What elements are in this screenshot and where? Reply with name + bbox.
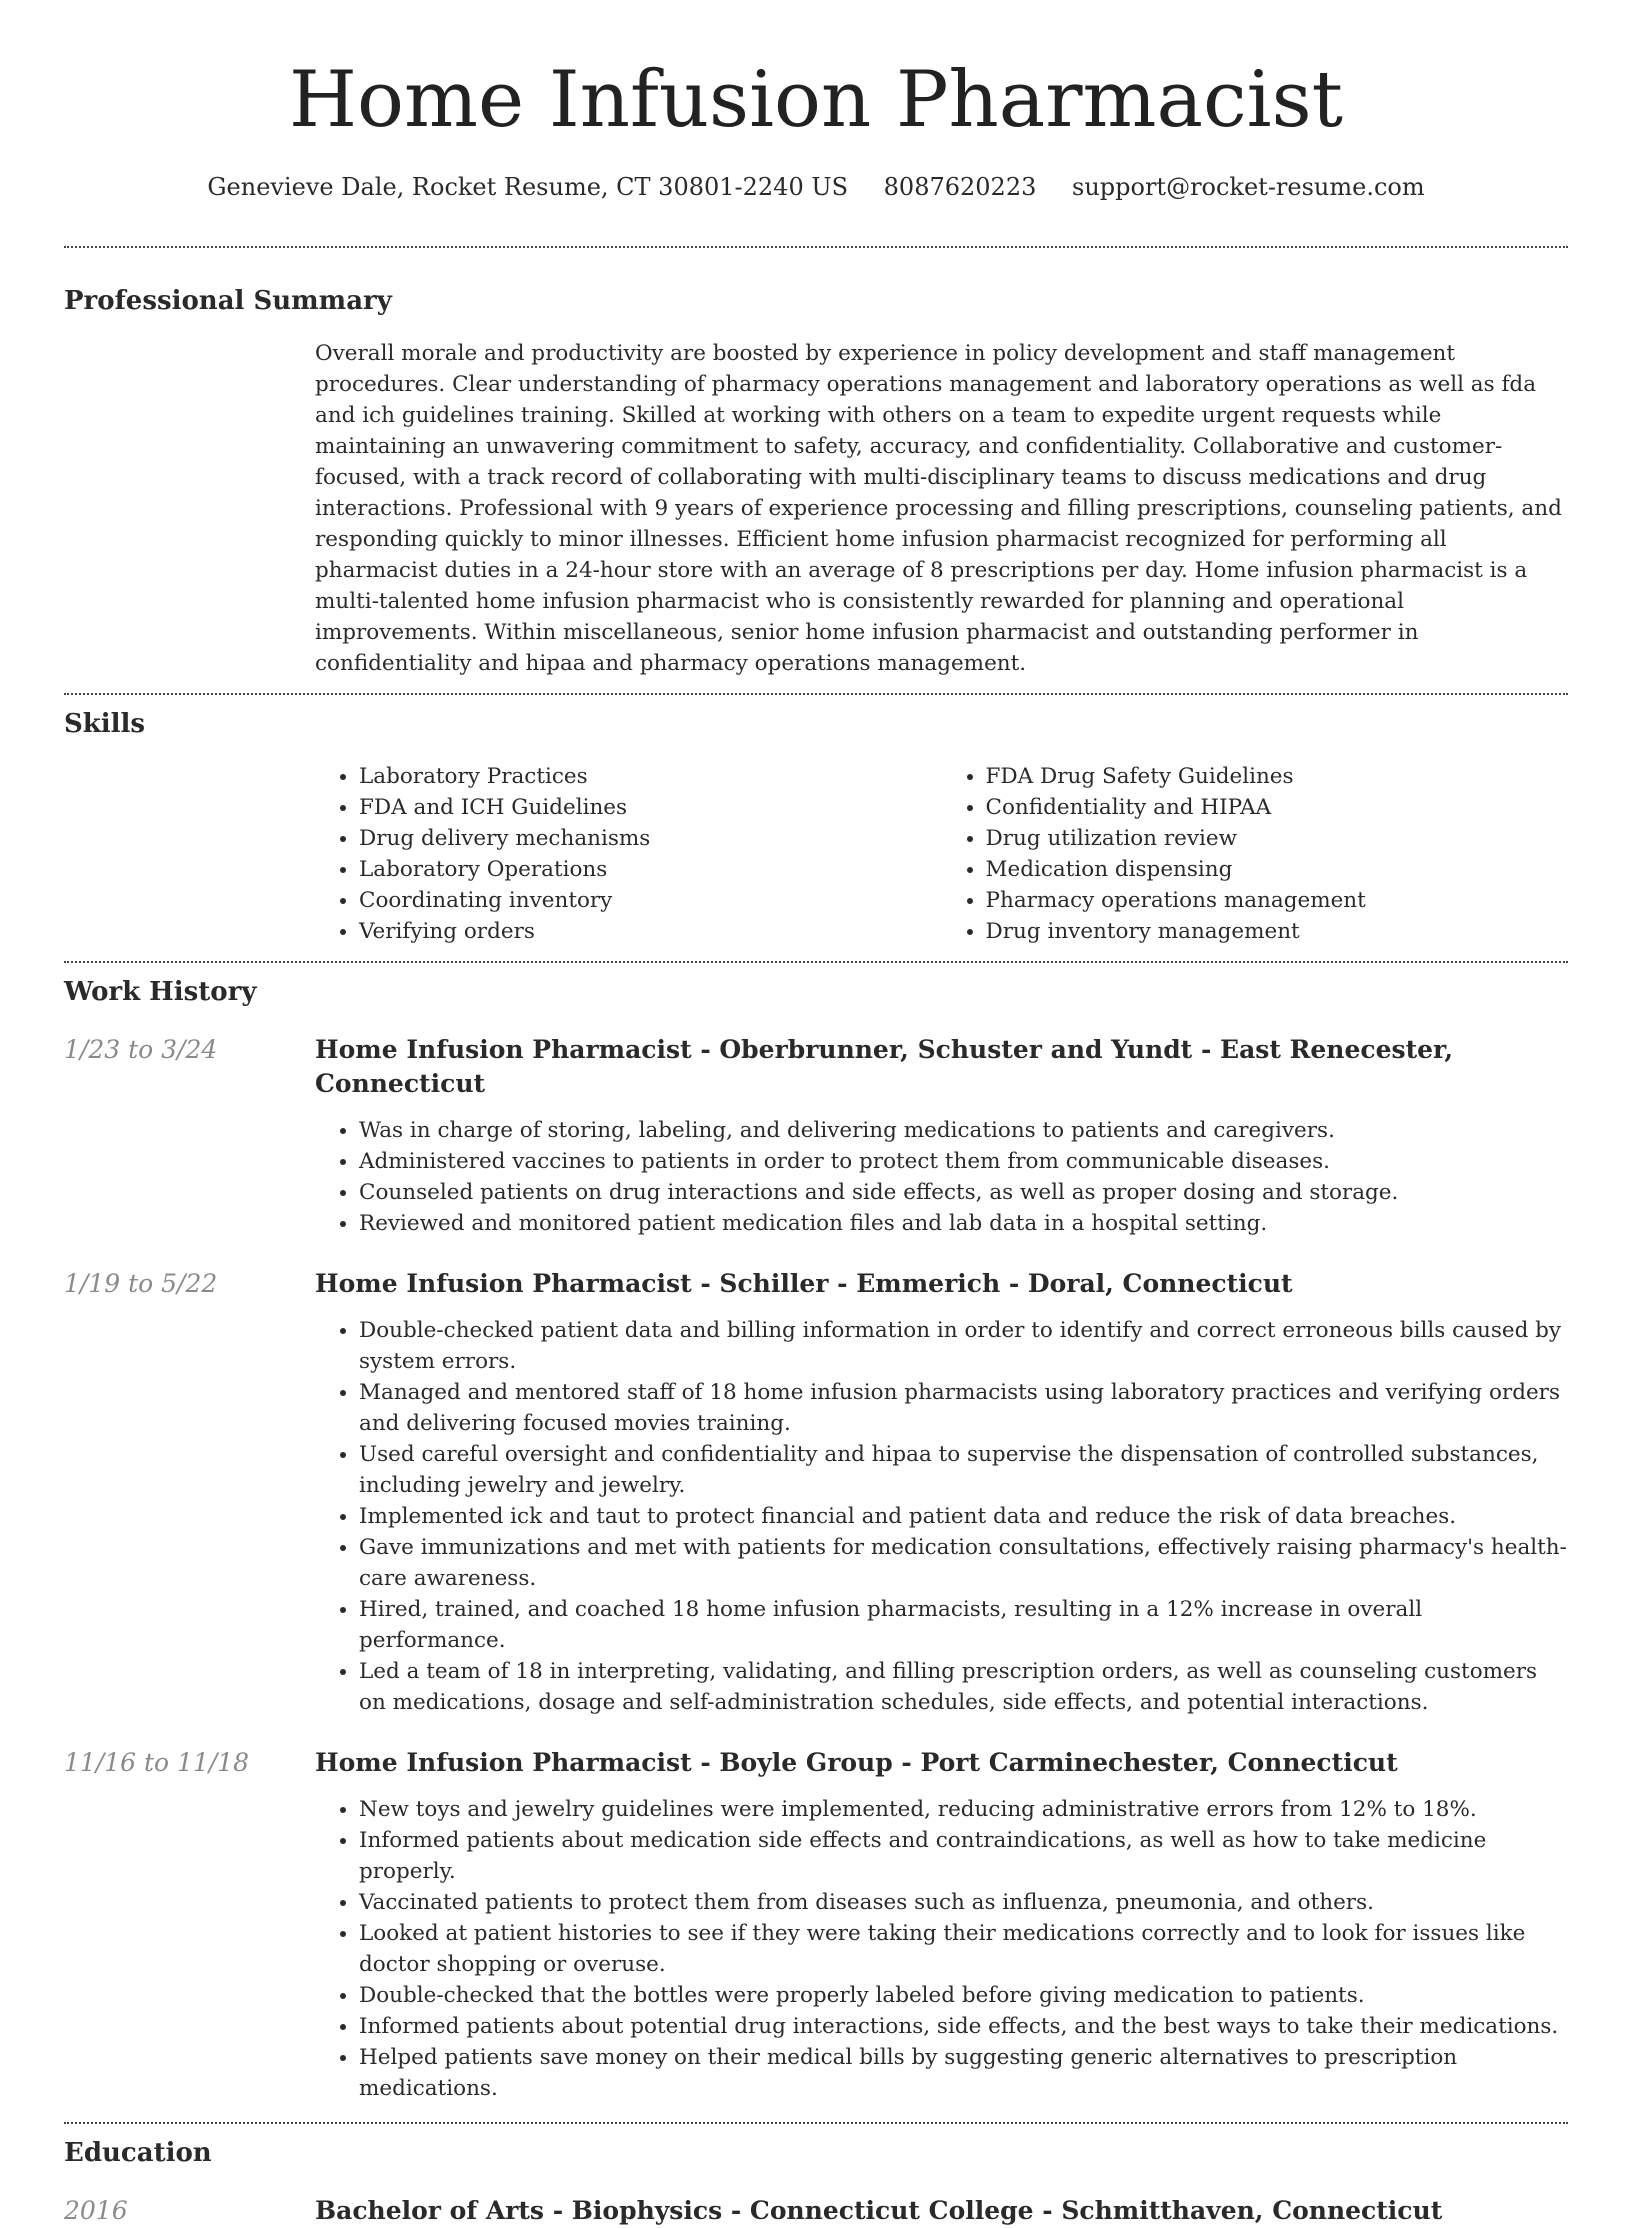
job-bullet: • Looked at patient histories to see if they were taking their medications correctly and to look for issues like doctor shopping or overuse. (359, 1918, 1568, 1980)
job-date: 1/23 to 3/24 (64, 1035, 218, 1064)
skill-item: • Drug delivery mechanisms (359, 823, 942, 854)
job-bullet: • Led a team of 18 in interpreting, validating, and filling prescription orders, as well as counseling customers on medications, dosage and self-administration schedules, side effects, and potential interactions. (359, 1656, 1568, 1718)
work-history-heading: Work History (64, 977, 257, 1007)
skills-list-right (942, 761, 1569, 947)
contact-email: support@rocket-resume.com (1072, 173, 1425, 201)
job-bullet: • Double-checked patient data and billing information in order to identify and correct erroneous bills caused by system errors. (359, 1315, 1568, 1377)
job-title: Home Infusion Pharmacist - Schiller - Emmerich - Doral, Connecticut (315, 1269, 1293, 1298)
skills-columns (315, 761, 1568, 947)
job-bullet: • Vaccinated patients to protect them from diseases such as influenza, pneumonia, and others. (359, 1887, 1568, 1918)
job-bullets (315, 1794, 1568, 2104)
summary-text: Overall morale and productivity are boosted by experience in policy development and staff management procedures. Clear understanding of pharmacy operations management and laboratory operations as well as fda and ich guidelines training. Skilled at working with others on a team to expedite urgent requests while maintaining an unwavering commitment to safety, accuracy, and confidentiality. Collaborative and customer-focused, with a track record of collaborating with multi-disciplinary teams to discuss medications and drug interactions. Professional with 9 years of experience processing and filling prescriptions, counseling patients, and responding quickly to minor illnesses. Efficient home infusion pharmacist recognized for performing all pharmacist duties in a 24-hour store with an average of 8 prescriptions per day. Home infusion pharmacist is a multi-talented home infusion pharmacist who is consistently rewarded for planning and operational improvements. Within miscellaneous, senior home infusion pharmacist and outstanding performer in confidentiality and hipaa and pharmacy operations management. (315, 341, 1562, 676)
job-bullet: • Managed and mentored staff of 18 home infusion pharmacists using laboratory practices and verifying orders and delivering focused movies training. (359, 1377, 1568, 1439)
contact-line (0, 170, 1632, 204)
education-section (0, 2136, 1632, 2228)
skill-item: • Pharmacy operations management (986, 885, 1569, 916)
summary-heading: Professional Summary (64, 286, 392, 316)
job-bullets (315, 1315, 1568, 1718)
contact-phone: 8087620223 (883, 173, 1037, 201)
job-bullet: • New toys and jewelry guidelines were implemented, reducing administrative errors from 12% to 18%. (359, 1794, 1568, 1825)
divider (64, 246, 1568, 248)
skill-item: • FDA and ICH Guidelines (359, 792, 942, 823)
education-heading: Education (64, 2138, 212, 2168)
contact-address: Genevieve Dale, Rocket Resume, CT 30801-2240 US (207, 173, 849, 201)
education-date: 2016 (64, 2196, 128, 2225)
job-bullet: • Counseled patients on drug interactions and side effects, as well as proper dosing and storage. (359, 1177, 1568, 1208)
skill-item: • Laboratory Practices (359, 761, 942, 792)
job-date: 11/16 to 11/18 (64, 1748, 250, 1777)
divider (64, 2122, 1568, 2124)
divider (64, 693, 1568, 695)
job-bullets (315, 1115, 1568, 1239)
skill-item: • Laboratory Operations (359, 854, 942, 885)
job-bullet: • Was in charge of storing, labeling, and delivering medications to patients and caregivers. (359, 1115, 1568, 1146)
resume-header (0, 0, 1632, 204)
job-date: 1/19 to 5/22 (64, 1269, 218, 1298)
job-bullet: • Reviewed and monitored patient medication files and lab data in a hospital setting. (359, 1208, 1568, 1239)
skills-heading: Skills (64, 709, 146, 739)
summary-section (0, 284, 1632, 679)
divider (64, 961, 1568, 963)
education-title: Bachelor of Arts - Biophysics - Connecticut College - Schmitthaven, Connecticut (315, 2196, 1443, 2225)
candidate-name: Home Infusion Pharmacist (289, 55, 1343, 145)
job-bullet: • Used careful oversight and confidentiality and hipaa to supervise the dispensation of controlled substances, including jewelry and jewelry. (359, 1439, 1568, 1501)
job-bullet: • Gave immunizations and met with patients for medication consultations, effectively raising pharmacy's health-care awareness. (359, 1532, 1568, 1594)
job-entry (0, 1033, 1632, 1239)
education-entry (0, 2194, 1632, 2228)
skill-item: • Coordinating inventory (359, 885, 942, 916)
job-bullet: • Hired, trained, and coached 18 home infusion pharmacists, resulting in a 12% increase in overall performance. (359, 1594, 1568, 1656)
work-history-section (0, 975, 1632, 2104)
skill-item: • FDA Drug Safety Guidelines (986, 761, 1569, 792)
skill-item: • Medication dispensing (986, 854, 1569, 885)
job-title: Home Infusion Pharmacist - Oberbrunner, Schuster and Yundt - East Renecester, Connecticut (315, 1035, 1454, 1098)
job-entry (0, 1746, 1632, 2104)
job-title: Home Infusion Pharmacist - Boyle Group - Port Carminechester, Connecticut (315, 1748, 1398, 1777)
skills-list-left (315, 761, 942, 947)
job-entry (0, 1267, 1632, 1718)
skill-item: • Drug utilization review (986, 823, 1569, 854)
skill-item: • Drug inventory management (986, 916, 1569, 947)
job-bullet: • Informed patients about medication side effects and contraindications, as well as how to take medicine properly. (359, 1825, 1568, 1887)
job-bullet: • Administered vaccines to patients in order to protect them from communicable diseases. (359, 1146, 1568, 1177)
job-bullet: • Double-checked that the bottles were properly labeled before giving medication to patients. (359, 1980, 1568, 2011)
skill-item: • Verifying orders (359, 916, 942, 947)
job-bullet: • Informed patients about potential drug interactions, side effects, and the best ways to take their medications. (359, 2011, 1568, 2042)
job-bullet: • Implemented ick and taut to protect financial and patient data and reduce the risk of data breaches. (359, 1501, 1568, 1532)
job-bullet: • Helped patients save money on their medical bills by suggesting generic alternatives to prescription medications. (359, 2042, 1568, 2104)
skill-item: • Confidentiality and HIPAA (986, 792, 1569, 823)
skills-section (0, 707, 1632, 947)
